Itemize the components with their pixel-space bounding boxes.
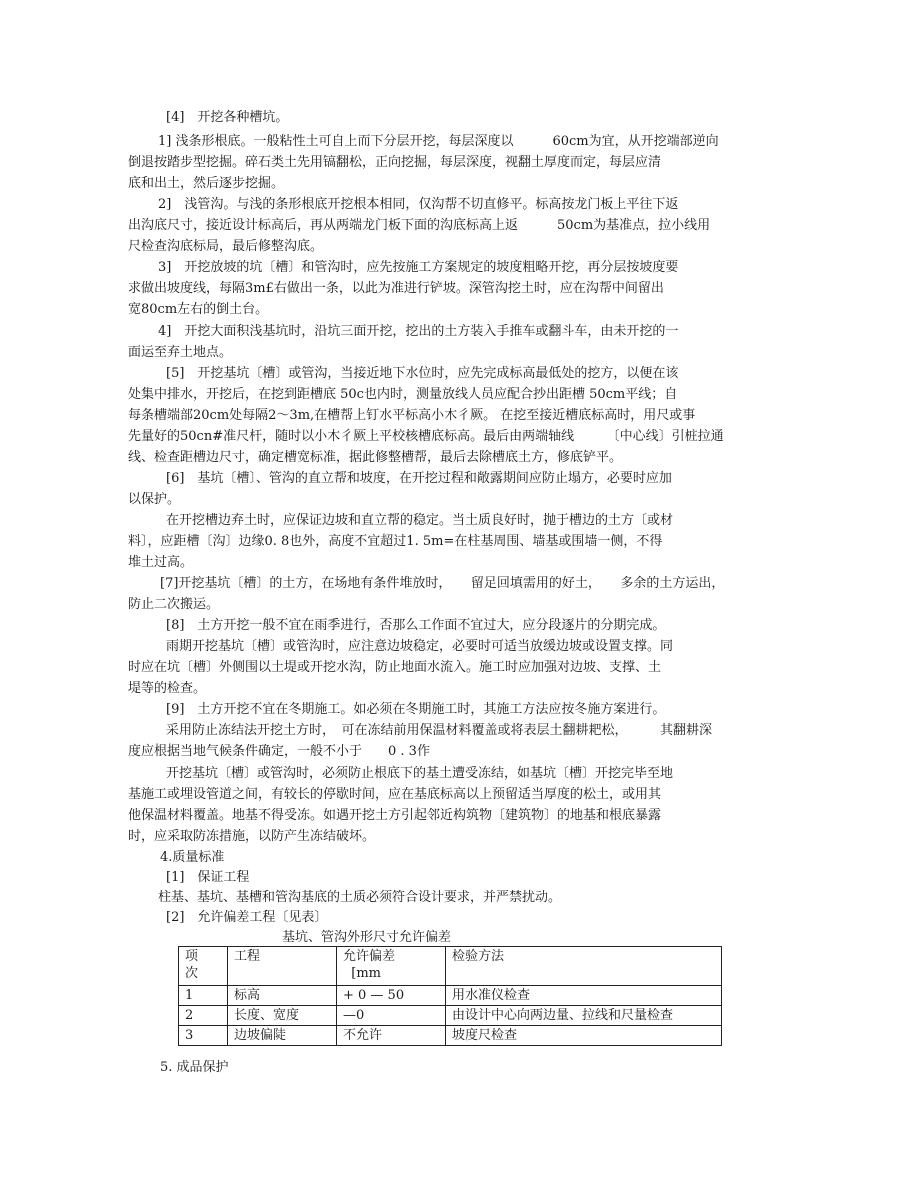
text-line: 时，应采取防冻措施，以防产生冻结破坏。 [128,829,376,844]
text-line: 在开挖槽边弃土时，应保证边坡和直立帮的稳定。当土质良好时，抛于槽边的土方〔或材 [166,513,674,528]
table-row [179,986,722,1006]
table-title: 基坑、管沟外形尺寸允许偏差 [282,930,452,945]
text-line: 底和出土，然后逐步挖掘。 [128,176,285,191]
text-line: 以保护。 [128,492,181,507]
text-line: 2] 浅管沟。与浅的条形根底开挖根本相同，仅沟帮不切直修平。标高按龙门板上平往下返 [158,197,679,212]
table-cell: + 0 — 50 [337,986,446,1006]
table-cell: 3 [179,1026,228,1046]
text-line: 宽80cm左右的倒土台。 [128,302,269,317]
table-cell: 用水准仪检查 [446,986,722,1006]
text-line: 处集中排水，开挖后，在挖到距槽底 50c也内时，测量放线人员应配合抄出距槽 50cm平线；自 [128,387,678,402]
text-line: 防止二次搬运。 [128,597,220,612]
text-line: 求做出坡度线，每隔3m£右做出一条，以此为准进行铲坡。深管沟挖土时，应在沟帮中间留出 [128,281,664,296]
tolerance-table [178,946,722,1046]
table-row [179,1006,722,1026]
header-cell: 允许偏差 [mm [337,947,446,986]
text-line: [9] 土方开挖不宜在冬期施工。如必须在冬期施工时，其施工方法应按冬施方案进行。 [166,702,666,717]
text-line: 每条槽端部20cm处每隔2～3m,在槽帮上钉水平标高小木彳厥。 在挖至接近槽底标高时，用尺或事 [128,408,696,423]
text-line: 开挖基坑〔槽〕或管沟时，必须防止根底下的基土遭受冻结，如基坑〔槽〕开挖完毕至地 [166,766,674,781]
text-line: 料〕，应距槽〔沟〕边缘0. 8也外，高度不宜超过1. 5m=在柱基周围、墙基或围墙一侧，不得 [128,534,663,549]
text-line: 4] 开挖大面积浅基坑时，沿坑三面开挖，挖出的土方装入手推车或翻斗车，由未开挖的一 [158,324,679,339]
text-line: [6] 基坑〔槽〕、管沟的直立帮和坡度，在开挖过程和敞露期间应防止塌方，必要时应加 [166,471,672,486]
header-cell: 项 次 [179,947,228,986]
text-line: 柱基、基坑、基槽和管沟基底的土质必须符合设计要求，并严禁扰动。 [158,890,562,905]
text-line: 3] 开挖放坡的坑〔槽〕和管沟时，应先按施工方案规定的坡度粗略开挖，再分层按坡度要 [158,260,679,275]
header-cell: 检验方法 [446,947,722,986]
table-header-row [179,947,722,986]
table-cell: 2 [179,1006,228,1026]
text-line: 度应根据当地气候条件确定，一般不小于 0 . 3作 [128,744,430,759]
table-cell: 标高 [228,986,337,1006]
text-line: [7]开挖基坑〔槽〕的土方，在场地有条件堆放时， 留足回填需用的好土， 多余的土方运出， [160,576,725,591]
table-row [179,1026,722,1046]
text-line: [5] 开挖基坑〔槽〕或管沟，当接近地下水位时，应先完成标高最低处的挖方，以便在该 [166,366,679,381]
text-line: 堆土过高。 [128,555,194,570]
table-cell: 不允许 [337,1026,446,1046]
table-cell: —0 [337,1006,446,1026]
table-cell: 由设计中心向两边量、拉线和尺量检查 [446,1006,722,1026]
text-line: [2] 允许偏差工程〔见表〕 [166,910,328,925]
text-line: 基施工或埋设管道之间，有较长的停歇时间，应在基底标高以上预留适当厚度的松土，或用其 [128,787,662,802]
text-line: 尺检查沟底标局，最后修整沟底。 [128,239,324,254]
text-line: 先量好的50cn#准尺杆，随时以小木彳厥上平校核槽底标高。最后由两端轴线 〔中心线〕引桩拉通 [128,429,724,444]
text-line: 面运至弃土地点。 [128,345,233,360]
table-cell: 坡度尺检查 [446,1026,722,1046]
text-line: 堤等的检查。 [128,681,207,696]
section-heading: 5. 成品保护 [160,1060,229,1075]
text-line: 线、检查距槽边尺寸，确定槽宽标准，据此修整槽帮，最后去除槽底土方，修底铲平。 [128,450,623,465]
text-line: 雨期开挖基坑〔槽〕或管沟时，应注意边坡稳定，必要时可适当放缓边坡或设置支撑。同 [166,639,674,654]
table-cell: 长度、宽度 [228,1006,337,1026]
text-line: [1] 保证工程 [166,870,250,885]
table-cell: 1 [179,986,228,1006]
text-line: 出沟底尺寸，接近设计标高后，再从两端龙门板下面的沟底标高上返 50cm为基准点，拉小线用 [128,218,711,233]
text-line: [4] 开挖各种槽坑。 [166,110,289,125]
text-line: 时应在坑〔槽〕外侧围以土堤或开挖水沟，防止地面水流入。施工时应加强对边坡、支撑、土 [128,660,662,675]
header-cell: 工程 [228,947,337,986]
text-line: 1] 浅条形根底。一般粘性土可自上而下分层开挖，每层深度以 60cm为宜，从开挖端部逆向 [158,134,719,149]
text-line: 倒退按踏步型挖掘。碎石类土先用镐翻松，正向挖掘，每层深度，视翻土厚度而定，每层应清 [128,155,662,170]
section-heading: 4.质量标准 [160,850,225,865]
text-line: 采用防止冻结法开挖土方时， 可在冻结前用保温材料覆盖或将表层土翻耕耙松， 其翻耕深 [166,723,713,738]
text-line: 他保温材料覆盖。地基不得受冻。如遇开挖土方引起邻近构筑物〔建筑物〕的地基和根底暴露 [128,808,662,823]
text-line: [8] 土方开挖一般不宜在雨季进行，否那么工作面不宜过大，应分段逐片的分期完成。 [166,618,666,633]
table-cell: 边坡偏陡 [228,1026,337,1046]
